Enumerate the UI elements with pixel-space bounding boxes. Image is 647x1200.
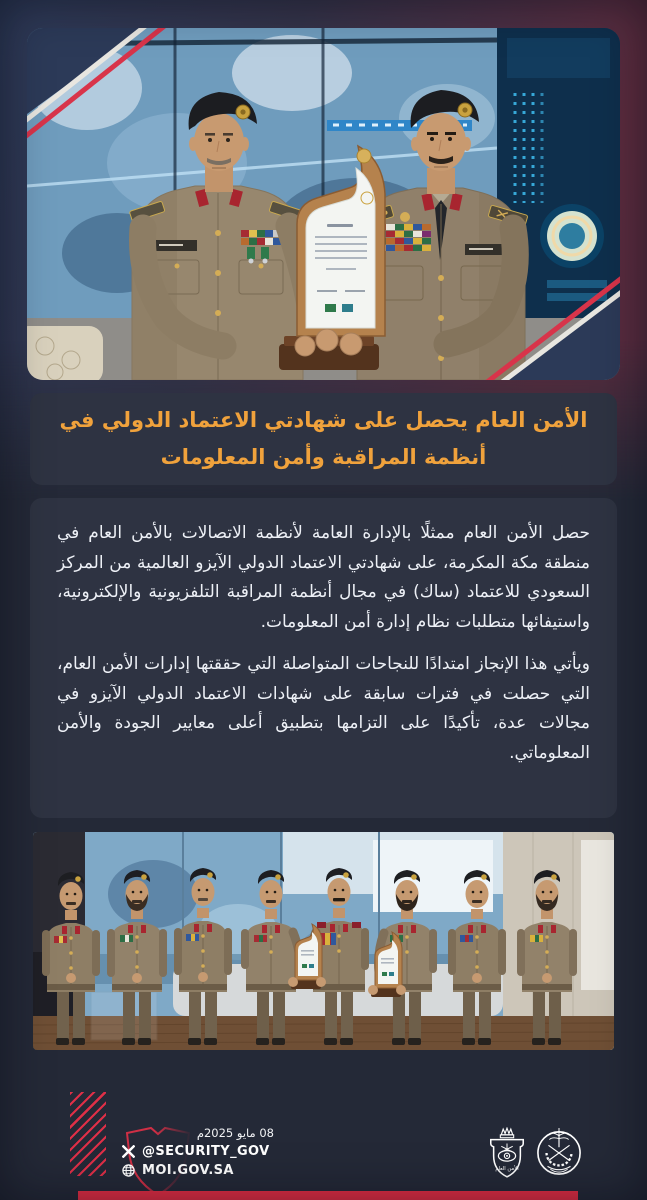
award-ceremony-illustration [27,28,620,380]
x-handle-row [122,1144,274,1159]
headline-line-1: الأمن العام يحصل على شهادتي الاعتماد الدولي في [59,408,588,432]
article-panel [30,498,617,818]
diagonal-stripes-decoration [70,1092,106,1176]
contact-block [122,1126,274,1182]
article-paragraph-2: ويأتي هذا الإنجاز امتدادًا للنجاحات المتواصلة التي حققتها إدارات الأمن العام، التي حصلت في فترات سابقة على شهادات الاعتماد الدولي الآيزو في مجالات عدة، تأكيدًا على التزامها بتطبيق أعلى معايير الجودة والأمن المعلوماتي. [57,654,590,763]
public-security-logo-text: الأمن العام [495,1166,519,1173]
article-paragraph-1: حصل الأمن العام ممثلًا بالإدارة العامة لأنظمة الاتصالات بالأمن العام في منطقة مكة المكرمة، على شهادتي الاعتماد الدولي الآيزو العالمية من المركز السعودي للاعتماد (ساك) في مجال أنظمة المراقبة التلفزيونية والإلكترونية، واستيفائها متطلبات نظام إدارة أمن المعلومات. [57,523,590,632]
group-photo [33,832,614,1050]
sofa-pillow [27,326,103,380]
group-photo-illustration [33,832,614,1050]
award-ceremony-photo [27,28,620,380]
moi-emblem-icon [536,1124,582,1184]
footer-accent-bar [78,1191,578,1200]
public-security-crest-icon [486,1127,528,1183]
x-handle: @SECURITY_GOV [142,1144,270,1159]
publish-date: 08 مايو 2025م [196,1126,274,1140]
headline-line-2: أنظمة المراقبة وأمن المعلومات [160,445,487,469]
globe-icon [122,1164,135,1177]
x-logo-icon [122,1145,135,1158]
website-row [122,1163,274,1178]
headline-panel [30,393,617,485]
website: MOI.GOV.SA [142,1163,234,1178]
stadium-map-screen [540,204,604,268]
